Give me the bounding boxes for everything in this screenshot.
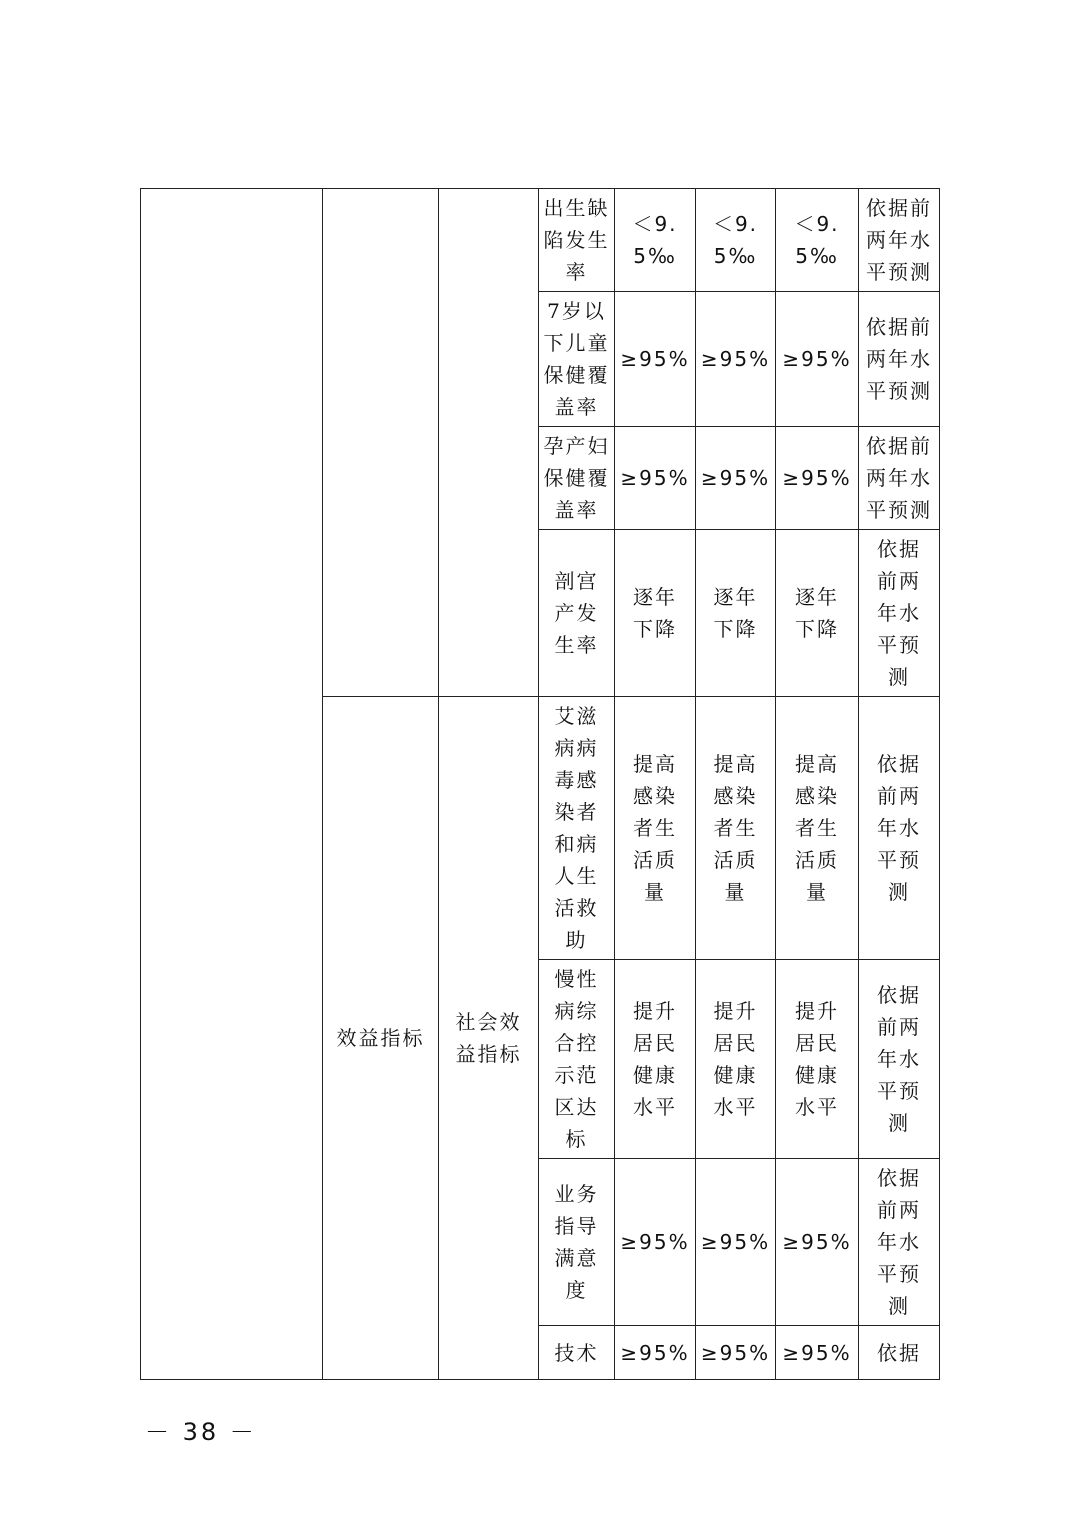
value-cell: ≥95% <box>696 1326 776 1380</box>
indicator-text: 业务指导满意度 <box>554 1182 599 1302</box>
value-cell <box>776 530 859 697</box>
indicator-table <box>140 188 940 1380</box>
note-cell: 依据前两年水平预测 <box>859 189 940 292</box>
value-text: 逐年下降 <box>633 585 677 641</box>
value-cell <box>615 697 696 960</box>
indicator-cell: 7岁以下儿童保健覆盖率 <box>539 292 615 427</box>
value-cell: ≥95% <box>615 1159 696 1326</box>
value-cell <box>615 530 696 697</box>
note-cell: 依据前两年水平预测 <box>859 427 940 530</box>
empty-cell-level2 <box>439 189 539 697</box>
indicator-cell <box>539 960 615 1159</box>
value-cell <box>776 697 859 960</box>
indicator-cell: 孕产妇保健覆盖率 <box>539 427 615 530</box>
value-text: 提升居民健康水平 <box>633 999 677 1119</box>
value-text: 逐年下降 <box>713 585 758 641</box>
note-cell <box>859 697 940 960</box>
value-text: 提高感染者生活质量 <box>713 752 758 904</box>
group-level2-text: 社会效益指标 <box>455 1010 522 1066</box>
indicator-text: 慢性病综合控示范区达标 <box>554 967 599 1151</box>
note-cell <box>859 960 940 1159</box>
value-cell: ＜9.5‰ <box>615 189 696 292</box>
note-text: 依据前两年水平预测 <box>877 537 921 689</box>
empty-cell-level0 <box>141 189 323 1380</box>
empty-cell-level1 <box>323 189 439 697</box>
note-cell: 依据 <box>859 1326 940 1380</box>
value-text: 逐年下降 <box>795 585 839 641</box>
indicator-text: 艾滋病病毒感染者和病人生活救助 <box>554 704 599 952</box>
value-text: 提高感染者生活质量 <box>795 752 839 904</box>
value-cell <box>696 530 776 697</box>
group-level1-cell: 效益指标 <box>323 697 439 1380</box>
indicator-cell <box>539 697 615 960</box>
value-cell <box>615 960 696 1159</box>
value-cell: ≥95% <box>696 292 776 427</box>
note-cell: 依据前两年水平预测 <box>859 292 940 427</box>
value-cell: ≥95% <box>615 292 696 427</box>
page-number: － 38 － <box>145 1418 257 1446</box>
value-text: 提高感染者生活质量 <box>633 752 677 904</box>
note-text: 依据前两年水平预测 <box>877 752 921 904</box>
indicator-cell <box>539 1159 615 1326</box>
value-cell: ≥95% <box>776 1326 859 1380</box>
indicator-cell <box>539 530 615 697</box>
note-cell <box>859 530 940 697</box>
indicator-cell: 技术 <box>539 1326 615 1380</box>
value-cell: ＜9.5‰ <box>696 189 776 292</box>
indicator-cell: 出生缺陷发生率 <box>539 189 615 292</box>
value-cell <box>776 960 859 1159</box>
value-cell <box>696 960 776 1159</box>
table-row <box>141 189 940 292</box>
note-text: 依据前两年水平预测 <box>877 1166 921 1318</box>
value-cell: ≥95% <box>776 427 859 530</box>
value-cell <box>696 697 776 960</box>
value-cell: ≥95% <box>615 1326 696 1380</box>
value-cell: ＜9.5‰ <box>776 189 859 292</box>
value-cell: ≥95% <box>776 292 859 427</box>
indicator-text: 剖宫产发生率 <box>554 569 599 657</box>
note-cell <box>859 1159 940 1326</box>
value-cell: ≥95% <box>696 427 776 530</box>
value-cell: ≥95% <box>776 1159 859 1326</box>
value-text: 提升居民健康水平 <box>795 999 839 1119</box>
value-cell: ≥95% <box>696 1159 776 1326</box>
group-level2-cell <box>439 697 539 1380</box>
value-cell: ≥95% <box>615 427 696 530</box>
note-text: 依据前两年水平预测 <box>877 983 921 1135</box>
value-text: 提升居民健康水平 <box>713 999 758 1119</box>
